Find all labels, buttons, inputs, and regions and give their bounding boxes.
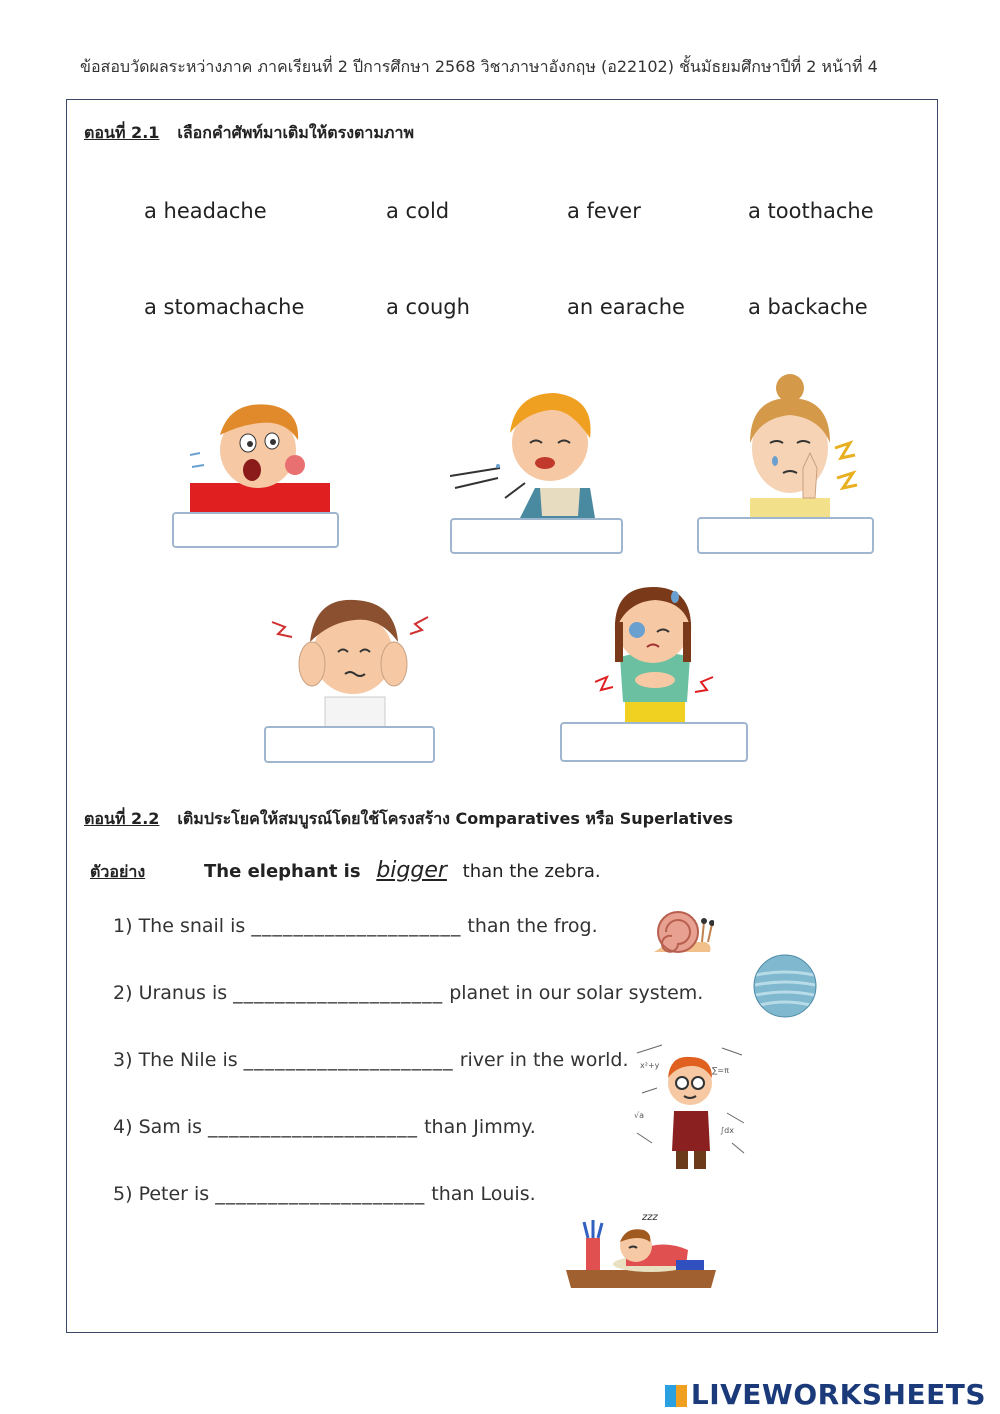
snail-illustration [650, 908, 714, 958]
stomachache-girl-illustration [595, 582, 715, 722]
sentence-3 [113, 1049, 629, 1071]
word-toothache: a toothache [748, 199, 874, 223]
word-cold: a cold [386, 199, 450, 223]
svg-text:x²+y: x²+y [640, 1061, 660, 1070]
example-sentence [204, 858, 601, 883]
section-2-2-title [84, 807, 733, 832]
answer-blank-3[interactable]: ____________________ [243, 1049, 454, 1071]
sentence-after: than Louis. [431, 1183, 536, 1205]
sentence-2 [113, 982, 703, 1004]
logo-text: LIVEWORKSHEETS [690, 1378, 986, 1411]
worksheet-frame [66, 99, 938, 1333]
sentence-number: 4) [113, 1116, 133, 1138]
svg-text:∑=π: ∑=π [712, 1066, 729, 1075]
word-stomachache: a stomachache [144, 295, 305, 319]
section-2-1-instruction: เลือกคำศัพท์มาเติมให้ตรงตามภาพ [177, 123, 415, 142]
cough-boy-illustration [450, 388, 600, 518]
section-2-1-number: ตอนที่ 2.1 [84, 123, 160, 142]
answer-blank-2[interactable]: ____________________ [233, 982, 444, 1004]
section-2-2-instruction: เติมประโยคให้สมบูรณ์โดยใช้โครงสร้าง Comparatives หรือ Superlatives [177, 809, 734, 828]
sentence-after: river in the world. [459, 1049, 629, 1071]
sentence-number: 2) [113, 982, 133, 1004]
word-headache: a headache [144, 199, 267, 223]
example-before: The elephant is [204, 861, 361, 882]
answer-box-1[interactable] [172, 512, 339, 548]
word-backache: a backache [748, 295, 868, 319]
sentence-after: than the frog. [467, 915, 598, 937]
example-row [90, 860, 145, 885]
svg-text:∫dx: ∫dx [720, 1126, 734, 1135]
smart-boy-illustration [632, 1033, 748, 1173]
sentence-before: Uranus is [138, 982, 228, 1004]
answer-blank-1[interactable]: ____________________ [251, 915, 462, 937]
answer-box-5[interactable] [560, 722, 748, 762]
answer-box-4[interactable] [264, 726, 435, 763]
sentence-4 [113, 1116, 536, 1138]
sentence-before: The snail is [138, 915, 246, 937]
sentence-number: 3) [113, 1049, 133, 1071]
earache-boy-illustration [190, 395, 330, 515]
answer-box-3[interactable] [697, 517, 874, 554]
sentence-before: Peter is [138, 1183, 210, 1205]
sentence-after: planet in our solar system. [449, 982, 704, 1004]
headache-boy-illustration [270, 592, 430, 727]
liveworksheets-logo[interactable] [665, 1378, 986, 1411]
answer-blank-4[interactable]: ____________________ [208, 1116, 419, 1138]
word-fever: a fever [567, 199, 641, 223]
sentence-number: 5) [113, 1183, 133, 1205]
svg-text:zzz: zzz [642, 1212, 658, 1223]
uranus-planet-illustration [752, 953, 818, 1019]
logo-icon [665, 1385, 687, 1407]
sentence-5 [113, 1183, 536, 1205]
section-2-2-number: ตอนที่ 2.2 [84, 809, 160, 828]
example-after: than the zebra. [462, 861, 601, 882]
page-header: ข้อสอบวัดผลระหว่างภาค ภาคเรียนที่ 2 ปีการศึกษา 2568 วิชาภาษาอังกฤษ (อ22102) ชั้นมัธยมศึกษาปีที่ 2 หน้าที่ 4 [80, 57, 878, 76]
sentence-number: 1) [113, 915, 133, 937]
sentence-before: Sam is [138, 1116, 202, 1138]
answer-box-2[interactable] [450, 518, 623, 554]
section-2-1-title [84, 121, 414, 146]
sentence-1 [113, 915, 598, 937]
svg-text:√a: √a [634, 1111, 644, 1120]
sleeping-boy-illustration [566, 1208, 716, 1290]
toothache-woman-illustration [735, 373, 865, 518]
example-answer: bigger [376, 858, 447, 883]
sentence-before: The Nile is [138, 1049, 238, 1071]
word-earache: an earache [567, 295, 685, 319]
sentence-after: than Jimmy. [424, 1116, 536, 1138]
answer-blank-5[interactable]: ____________________ [215, 1183, 426, 1205]
word-cough: a cough [386, 295, 470, 319]
example-label: ตัวอย่าง [90, 862, 146, 881]
